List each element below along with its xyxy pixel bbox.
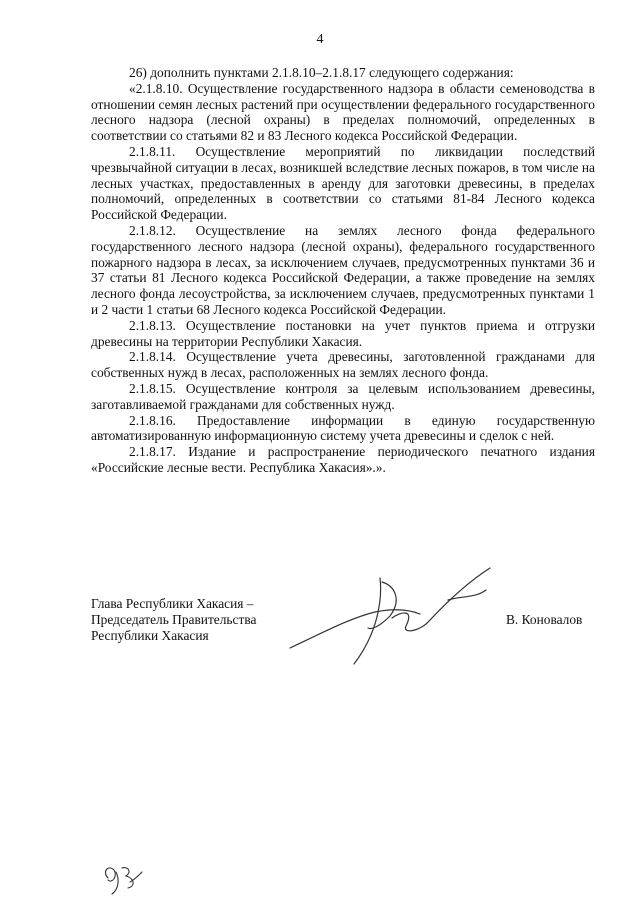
paragraph-2-1-8-10: «2.1.8.10. Осуществление государственного надзора в области семеноводства в отношении семян лесных растений при осуществлении федерального государственного лесного надзора (лесной охраны) в пределах полномочий, определенных в соответствии со статьями 82 и 83 Лесного кодекса Российской Федерации.: [91, 80, 595, 144]
signatory-title: [91, 596, 256, 644]
paragraph-2-1-8-14: 2.1.8.14. Осуществление учета древесины, заготовленной гражданами для собственных нужд в лесах, расположенных на землях лесного фонда.: [91, 349, 595, 381]
paragraph-2-1-8-15: 2.1.8.15. Осуществление контроля за целевым использованием древесины, заготавливаемой гражданами для собственных нужд.: [91, 380, 595, 412]
handwritten-initials: [98, 858, 148, 898]
paragraph-2-1-8-11: 2.1.8.11. Осуществление мероприятий по ликвидации последствий чрезвычайной ситуации в лесах, возникшей вследствие лесных пожаров, в том числе на лесных участках, предоставленных в аренду для заготовки древесины, в пределах полномочий, определенных в соответствии со статьями 81-84 Лесного кодекса Российской Федерации.: [91, 143, 595, 223]
signatory-title-line-3: Республики Хакасия: [91, 628, 209, 643]
paragraph-2-1-8-13: 2.1.8.13. Осуществление постановки на учет пунктов приема и отгрузки древесины на территории Республики Хакасия.: [91, 317, 595, 349]
paragraph-2-1-8-12: 2.1.8.12. Осуществление на землях лесного фонда федерального государственного лесного надзора (лесной охраны), федерального государственного пожарного надзора в лесах, за исключением случаев, предусмотренных пунктами 36 и 37 статьи 81 Лесного кодекса Российской Федерации, а также проведение на землях лесного фонда лесоустройства, за исключением случаев, предусмотренных пунктами 1 и 2 части 1 статьи 68 Лесного кодекса Российской Федерации.: [91, 222, 595, 317]
paragraph-intro: 26) дополнить пунктами 2.1.8.10–2.1.8.17 следующего содержания:: [129, 65, 514, 80]
paragraph-2-1-8-17: 2.1.8.17. Издание и распространение периодического печатного издания «Российские лесные вести. Республика Хакасия».».: [91, 444, 595, 475]
paragraph-2-1-8-16: 2.1.8.16. Предоставление информации в единую государственную автоматизированную информационную систему учета древесины и сделок с ней.: [91, 412, 595, 444]
handwritten-signature: [280, 560, 500, 670]
page-number: 4: [316, 32, 324, 47]
signatory-title-line-1: Глава Республики Хакасия –: [91, 596, 254, 611]
signatory-title-line-2: Председатель Правительства: [91, 612, 257, 627]
document-body: [91, 65, 595, 476]
signer-name: В. Коновалов: [506, 612, 583, 627]
